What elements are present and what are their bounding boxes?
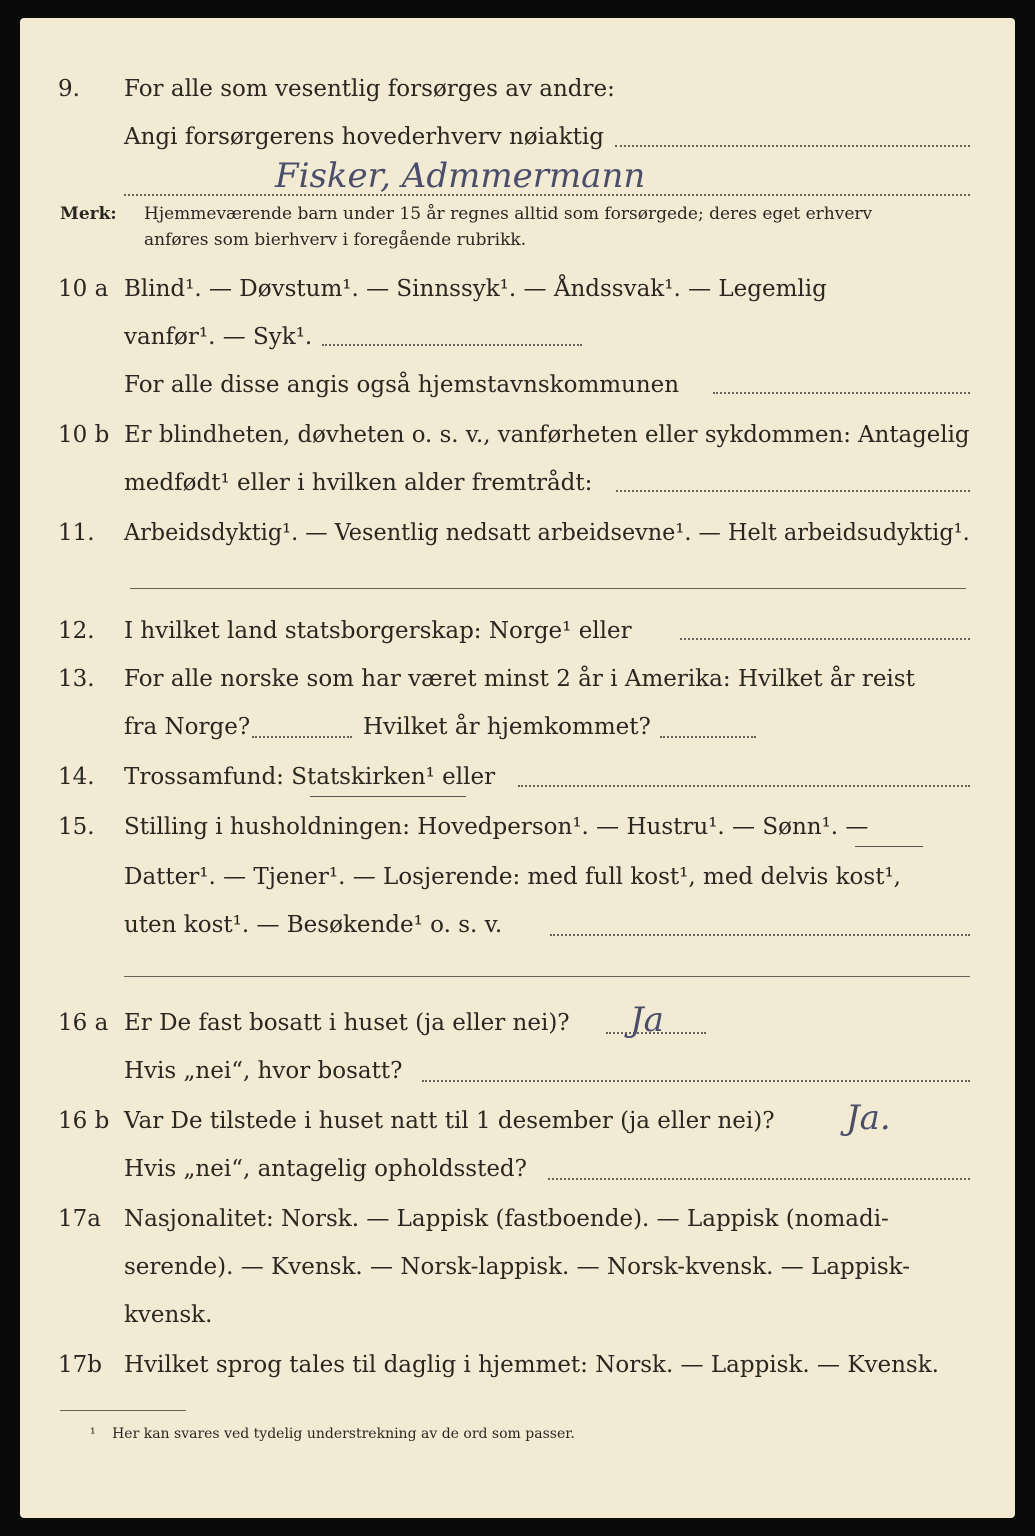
item-question: fra Norge? [124, 714, 251, 740]
item-number: 16 a [58, 1010, 109, 1036]
census-form-page [20, 18, 1015, 1518]
footnote [90, 1426, 575, 1442]
item-number: 15. [58, 814, 95, 840]
handwritten-answer: Fisker, Admmermann [275, 156, 646, 196]
item-question: For alle disse angis også hjemstavnskommunen [124, 372, 680, 398]
item-question: Datter¹. — Tjener¹. — Losjerende: med full kost¹, med delvis kost¹, [124, 864, 901, 890]
fill-line [322, 344, 582, 346]
item-question: serende). — Kvensk. — Norsk-lappisk. — Norsk-kvensk. — Lappisk- [124, 1254, 910, 1280]
item-question: For alle som vesentlig forsørges av andre: [124, 76, 615, 102]
item-number: 16 b [58, 1108, 110, 1134]
separator-line [124, 976, 970, 977]
separator-line [130, 588, 966, 589]
fill-line [252, 736, 352, 738]
item-question: Nasjonalitet: Norsk. — Lappisk (fastboende). — Lappisk (nomadi- [124, 1206, 889, 1232]
item-question: vanfør¹. — Syk¹. [124, 324, 313, 350]
item-question: For alle norske som har været minst 2 år i Amerika: Hvilket år reist [124, 666, 915, 692]
fill-line [422, 1080, 970, 1082]
underline-mark [310, 796, 466, 797]
item-number: 9. [58, 76, 80, 102]
item-question: Er blindheten, døvheten o. s. v., vanførheten eller sykdommen: Antagelig [124, 422, 970, 448]
item-number: 10 b [58, 422, 110, 448]
fill-line [518, 785, 970, 787]
item-question: Hvilket år hjemkommet? [363, 714, 651, 740]
item-question: uten kost¹. — Besøkende¹ o. s. v. [124, 912, 503, 938]
note-label: Merk: [60, 204, 117, 224]
item-question: medfødt¹ eller i hvilken alder fremtrådt: [124, 470, 593, 496]
fill-line [548, 1178, 970, 1180]
note-text: anføres som bierhverv i foregående rubrikk. [144, 230, 527, 250]
item-question: Arbeidsdyktig¹. — Vesentlig nedsatt arbeidsevne¹. — Helt arbeidsudyktig¹. [124, 520, 970, 546]
fill-line [660, 736, 756, 738]
item-question: Trossamfund: Statskirken¹ eller [124, 764, 496, 790]
item-question: Stilling i husholdningen: Hovedperson¹. — Hustru¹. — Sønn¹. — [124, 814, 869, 840]
underline-mark [855, 846, 923, 847]
item-question: Hvis „nei“, hvor bosatt? [124, 1058, 403, 1084]
item-question: Er De fast bosatt i huset (ja eller nei)? [124, 1010, 570, 1036]
item-number: 12. [58, 618, 95, 644]
item-number: 10 a [58, 276, 109, 302]
item-question: Hvilket sprog tales til daglig i hjemmet: Norsk. — Lappisk. — Kvensk. [124, 1352, 939, 1378]
item-question: I hvilket land statsborgerskap: Norge¹ eller [124, 618, 632, 644]
item-number: 11. [58, 520, 95, 546]
handwritten-answer: Ja. [846, 1098, 891, 1138]
item-number: 17a [58, 1206, 101, 1232]
item-number: 17b [58, 1352, 102, 1378]
fill-line [616, 490, 970, 492]
note-text: Hjemmeværende barn under 15 år regnes alltid som forsørgede; deres eget erhverv [144, 204, 873, 224]
footnote-separator [60, 1410, 186, 1411]
fill-line [550, 934, 970, 936]
item-question: Blind¹. — Døvstum¹. — Sinnssyk¹. — Åndssvak¹. — Legemlig [124, 276, 827, 302]
item-number: 14. [58, 764, 95, 790]
fill-line [713, 392, 970, 394]
handwritten-answer: Ja [630, 1000, 664, 1040]
item-question: Hvis „nei“, antagelig opholdssted? [124, 1156, 527, 1182]
item-question: Var De tilstede i huset natt til 1 desember (ja eller nei)? [124, 1108, 775, 1134]
fill-line [680, 638, 970, 640]
fill-line [124, 194, 970, 196]
item-question: kvensk. [124, 1302, 213, 1328]
fill-line [615, 145, 970, 147]
footnote-text: Her kan svares ved tydelig understrekning av de ord som passer. [112, 1426, 575, 1442]
footnote-mark: ¹ [90, 1426, 96, 1442]
item-number: 13. [58, 666, 95, 692]
item-question: Angi forsørgerens hovederhverv nøiaktig [124, 124, 604, 150]
